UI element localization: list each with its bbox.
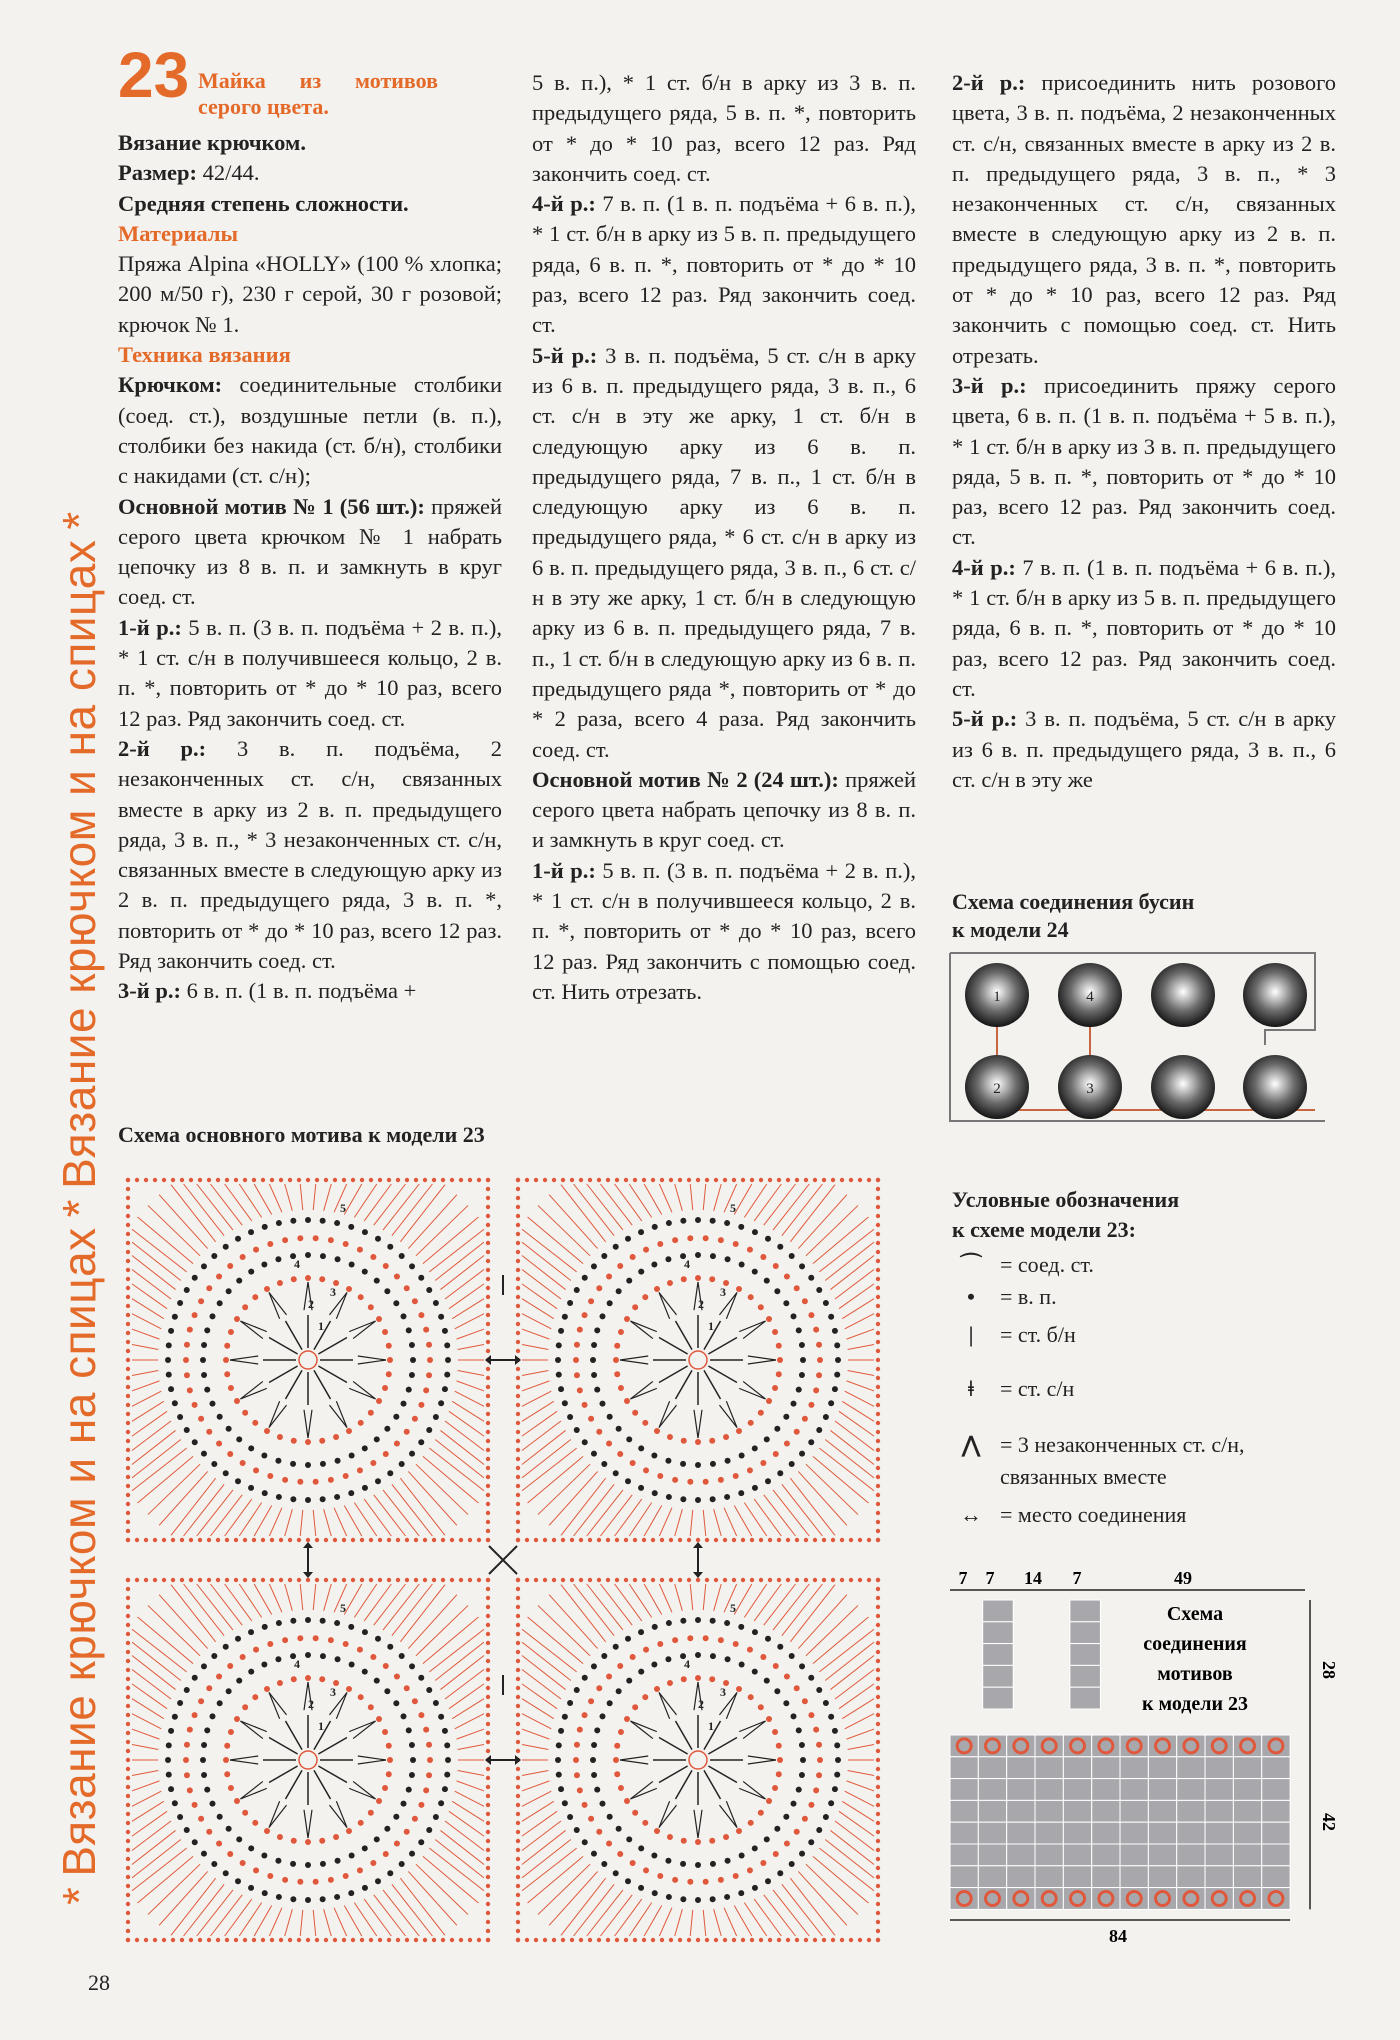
motif-cell	[978, 1866, 1006, 1888]
row-label: 5-й р.:	[952, 706, 1018, 732]
motif-cell	[1233, 1822, 1261, 1844]
bead-label: 4	[1086, 989, 1094, 1005]
motif-cell	[978, 1844, 1006, 1866]
column-2	[532, 68, 916, 1007]
single-crochet-icon: |	[968, 1322, 974, 1347]
motif-cell	[1205, 1844, 1233, 1866]
row-label: 1-й р.:	[118, 614, 182, 640]
row-label: 3-й р.:	[118, 978, 181, 1004]
motif-cell	[1007, 1866, 1035, 1888]
row-number-label: 5	[340, 1201, 346, 1215]
star-icon: *	[53, 511, 105, 530]
bead-8	[1243, 1055, 1307, 1119]
dim-label: 14	[1024, 1568, 1042, 1588]
motif-cell	[1120, 1866, 1148, 1888]
model-number: 23	[118, 39, 190, 111]
motif-cell	[978, 1779, 1006, 1801]
beads-diagram	[945, 945, 1330, 1140]
motif-cell	[1120, 1757, 1148, 1779]
motif-cell	[1092, 1844, 1120, 1866]
strap-cell	[1070, 1687, 1101, 1709]
motif-cell	[950, 1844, 978, 1866]
size-value: 42/44.	[202, 160, 260, 186]
materials-heading: Материалы	[118, 220, 239, 246]
motif-cell	[1148, 1822, 1176, 1844]
row-number-label: 3	[720, 1285, 726, 1299]
motif	[516, 1578, 880, 1942]
join-arrow-icon	[485, 1755, 521, 1765]
row-number-label: 5	[340, 1601, 346, 1615]
join-arrow-icon	[485, 1355, 521, 1365]
motif-cell	[1177, 1822, 1205, 1844]
row-number-label: 2	[308, 1697, 314, 1711]
dim-label: 49	[1174, 1568, 1192, 1588]
row-number-label: 1	[708, 1719, 714, 1733]
strap-cell	[1070, 1665, 1101, 1687]
hook-label: Крючком:	[118, 372, 223, 398]
motif-cell	[1092, 1822, 1120, 1844]
motif-cell	[1120, 1844, 1148, 1866]
motif-cell	[1177, 1779, 1205, 1801]
strap-cell	[983, 1622, 1014, 1644]
motif-cell	[1148, 1800, 1176, 1822]
motif-cell	[950, 1779, 978, 1801]
motif-cell	[1262, 1757, 1290, 1779]
row-text: 7 в. п. (1 в. п. подъёма + 6 в. п.), * 1 ст. б/н в арку из 5 в. п. предыдущего ряда, 6 в. п. *, повторить от * до * 10 раз, всего 12 раз. Ряд закончить соед. ст.	[952, 554, 1337, 701]
motif-cell	[950, 1757, 978, 1779]
dim-label: 7	[985, 1568, 995, 1588]
motif-cell	[1035, 1866, 1063, 1888]
motif-cell	[1233, 1844, 1261, 1866]
motif-cell	[1205, 1779, 1233, 1801]
row-text: присоединить нить розового цвета, 3 в. п. подъёма, 2 незаконченных ст. с/н, связанных вместе в арку из 2 в. п. предыдущего ряда, 3 в. п., * 3 незаконченных ст. с/н, связанных вместе в следующую арку из 2 в. п. предыдущего ряда, 3 в. п. *, повторить от * до * 10 раз, всего 12 раз. Ряд закончить с помощью соед. ст. Нить отрезать.	[952, 70, 1336, 368]
motif-cell	[1007, 1844, 1035, 1866]
row-number-label: 4	[294, 1657, 300, 1671]
legend-item	[952, 1249, 1332, 1281]
motif1-label: Основной мотив № 1 (56 шт.):	[118, 493, 425, 519]
legend-text: = 3 незаконченных ст. с/н, связанных вместе	[1000, 1432, 1245, 1489]
motif2-text: пряжей серого цвета набрать цепочку из 8 в. п. и замкнуть в круг соед. ст.	[532, 766, 916, 853]
motif	[126, 1578, 490, 1942]
motif-cell	[1063, 1822, 1091, 1844]
row-number-label: 1	[318, 1719, 324, 1733]
legend-title: Условные обозначения	[952, 1187, 1180, 1212]
motif-cell	[1148, 1844, 1176, 1866]
motif-cell	[1177, 1757, 1205, 1779]
motif-cell	[1177, 1800, 1205, 1822]
strap-cell	[983, 1687, 1014, 1709]
motif-cell	[1120, 1800, 1148, 1822]
motif-cell	[1035, 1800, 1063, 1822]
strap-cell	[983, 1644, 1014, 1666]
motif-cell	[950, 1822, 978, 1844]
row-number-label: 4	[294, 1257, 300, 1271]
page-number: 28	[88, 1970, 110, 1995]
strap-cell	[983, 1665, 1014, 1687]
row-number-label: 1	[708, 1319, 714, 1333]
assembly-diagram	[945, 1560, 1339, 1950]
bead-5	[1151, 963, 1215, 1027]
legend-item	[952, 1319, 1332, 1351]
motif-cell	[1205, 1757, 1233, 1779]
row-label: 5-й р.:	[532, 342, 598, 368]
legend-text: = ст. б/н	[1000, 1322, 1076, 1347]
row-text: 6 в. п. (1 в. п. подъёма +	[186, 978, 417, 1004]
beads-title	[952, 888, 1194, 944]
motif-cell	[1205, 1822, 1233, 1844]
motif-cell	[1233, 1779, 1261, 1801]
join-cross-icon	[489, 1546, 517, 1574]
dim-label: 7	[1072, 1568, 1082, 1588]
legend-item	[952, 1499, 1332, 1531]
dim-label: 42	[1319, 1813, 1339, 1831]
motif	[126, 1178, 490, 1542]
star-icon: *	[53, 1198, 105, 1218]
materials-text: Пряжа Alpina «HOLLY» (100 % хлопка; 200 м/50 г), 230 г серой, 30 г розовой; крючок № 1.	[118, 251, 502, 337]
join-arrow-icon	[693, 1542, 703, 1578]
row-number-label: 2	[698, 1297, 704, 1311]
motif-cell	[1007, 1822, 1035, 1844]
row-label: 1-й р.:	[532, 857, 596, 883]
assembly-title-line: Схема	[1166, 1603, 1224, 1625]
motif2-label: Основной мотив № 2 (24 шт.):	[532, 766, 839, 792]
column-3	[952, 68, 1336, 795]
motif-cell	[1177, 1866, 1205, 1888]
model-header	[118, 39, 502, 128]
legend-title: к схеме модели 23:	[952, 1217, 1136, 1242]
technique-heading: Техника вязания	[118, 342, 291, 368]
motif-cell	[1120, 1779, 1148, 1801]
motif-cell	[978, 1822, 1006, 1844]
motif-scheme-title: Схема основного мотива к модели 23	[118, 1122, 485, 1147]
motif-cell	[1148, 1866, 1176, 1888]
row-text: 3 в. п. подъёма, 5 ст. с/н в арку из 6 в. п. предыдущего ряда, 3 в. п., 6 ст. с/н в эту же	[952, 706, 1337, 792]
motif-cell	[1205, 1866, 1233, 1888]
motif-cell	[1262, 1866, 1290, 1888]
row-number-label: 2	[308, 1297, 314, 1311]
dim-label: 28	[1319, 1661, 1339, 1679]
motif-cell	[1035, 1757, 1063, 1779]
beads-title-line: Схема соединения бусин	[952, 889, 1195, 914]
beads-title-line: к модели 24	[952, 917, 1069, 942]
motif1-text: пряжей серого цвета крючком № 1 набрать цепочку из 8 в. п. и замкнуть в круг соед. ст.	[118, 493, 502, 610]
motif-cell	[1148, 1757, 1176, 1779]
assembly-title	[1142, 1603, 1248, 1715]
row-number-label: 5	[730, 1201, 736, 1215]
slip-stitch-icon: ⌒	[959, 1252, 982, 1277]
bead-6	[1243, 963, 1307, 1027]
cluster-icon: ⋀	[961, 1432, 981, 1457]
motif-cell	[1007, 1757, 1035, 1779]
motif-cell	[950, 1866, 978, 1888]
motif-cell	[1177, 1844, 1205, 1866]
motif	[516, 1178, 880, 1542]
motif-cell	[1092, 1757, 1120, 1779]
row-text: присоединить пряжу серого цвета, 6 в. п. (1 в. п. подъёма + 5 в. п.), * 1 ст. б/н в арку из 3 в. п. предыдущего ряда, 5 в. п. *, повторить от * до * 10 раз, всего 12 раз. Ряд закончить соед. ст.	[952, 372, 1337, 550]
double-crochet-icon: ǂ	[967, 1376, 975, 1401]
bead-label: 3	[1086, 1081, 1094, 1097]
strap-cell	[1070, 1622, 1101, 1644]
motif-cell	[1092, 1779, 1120, 1801]
assembly-title-line: к модели 23	[1141, 1693, 1249, 1715]
row-text: 3 в. п. подъёма, 5 ст. с/н в арку из 6 в. п. предыдущего ряда, 3 в. п., 6 ст. с/н в эту же арку, 1 ст. б/н в следующую арку из 6 в. п. предыдущего ряда, 7 в. п., 1 ст. б/н в следующую арку из 6 в. п. предыдущего ряда, * 6 ст. с/н в арку из 6 в. п. предыдущего ряда, 3 в. п., 6 ст. с/н в эту же арку, 1 ст. б/н в следующую арку из 6 в. п. предыдущего ряда, 7 в. п., 1 ст. б/н в следующую арку из 6 в. п. предыдущего ряда *, повторить от * до * 2 раза, всего 4 раза. Ряд закончить соед. ст.	[532, 342, 917, 762]
assembly-title-line: мотивов	[1157, 1663, 1233, 1685]
motif-cell	[1262, 1822, 1290, 1844]
size-label: Размер:	[118, 160, 198, 186]
motif-cell	[978, 1757, 1006, 1779]
motif-cell	[1035, 1844, 1063, 1866]
motif-cell	[1035, 1822, 1063, 1844]
row-number-label: 4	[684, 1257, 690, 1271]
motif-scheme-diagram	[118, 1155, 898, 1965]
side-banner-text: Вязание крючком и на спицах	[53, 1227, 105, 1877]
row-text: 5 в. п. (3 в. п. подъёма + 2 в. п.), * 1 ст. с/н в получившееся кольцо, 2 в. п. *, повторить от * до * 10 раз, всего 12 раз. Ряд закончить соед. ст.	[118, 614, 503, 731]
row-text: 5 в. п. (3 в. п. подъёма + 2 в. п.), * 1 ст. с/н в получившееся кольцо, 2 в. п. *, повторить от * до * 10 раз, всего 12 раз. Ряд закончить с помощью соед. ст. Нить отрезать.	[532, 857, 917, 1004]
row-number-label: 2	[698, 1697, 704, 1711]
assembly-title-line: соединения	[1143, 1633, 1247, 1655]
motif-cell	[1092, 1866, 1120, 1888]
row-number-label: 5	[730, 1601, 736, 1615]
legend-text: = ст. с/н	[1000, 1376, 1075, 1401]
technique: Вязание крючком.	[118, 130, 306, 155]
motif-cell	[1063, 1866, 1091, 1888]
motif-cell	[1092, 1800, 1120, 1822]
legend	[952, 1185, 1332, 1531]
motif-cell	[950, 1800, 978, 1822]
motif-cell	[1148, 1779, 1176, 1801]
side-banner	[52, 65, 106, 1915]
strap-cell	[983, 1600, 1014, 1622]
motif-cell	[1262, 1844, 1290, 1866]
row-label: 2-й р.:	[952, 70, 1026, 95]
motif-cell	[1233, 1800, 1261, 1822]
motif-cell	[1120, 1822, 1148, 1844]
motif-cell	[1007, 1779, 1035, 1801]
row-label: 2-й р.:	[118, 735, 207, 761]
legend-text: = в. п.	[1000, 1284, 1057, 1309]
row-number-label: 4	[684, 1657, 690, 1671]
side-banner-text: Вязание крючком и на спицах	[53, 539, 105, 1189]
legend-text: = соед. ст.	[1000, 1252, 1094, 1277]
row-text: 3 в. п. подъёма, 2 незаконченных ст. с/н, связанных вместе в арку из 2 в. п. предыдущего ряда, 3 в. п., * 3 незаконченных ст. с/н, связанных вместе в следующую арку из 2 в. п. предыдущего ряда, 3 в. п. *, повторить от * до * 10 раз, всего 12 раз. Ряд закончить соед. ст.	[118, 735, 503, 974]
hook-text: соединительные столбики (соед. ст.), воздушные петли (в. п.), столбики без накида (ст. б/н), столбики с накидами (ст. с/н);	[118, 372, 502, 489]
row-label: 4-й р.:	[532, 191, 596, 217]
bead-label: 1	[993, 989, 1001, 1005]
motif-cell	[1262, 1779, 1290, 1801]
row-number-label: 3	[330, 1685, 336, 1699]
legend-item	[952, 1373, 1332, 1405]
dim-label: 7	[958, 1568, 968, 1588]
difficulty: Средняя степень сложности.	[118, 190, 409, 216]
bead-label: 2	[993, 1081, 1001, 1097]
legend-item	[952, 1281, 1332, 1313]
strap-cell	[1070, 1600, 1101, 1622]
chain-icon: •	[967, 1284, 975, 1309]
row-number-label: 3	[330, 1285, 336, 1299]
motif-cell	[1233, 1866, 1261, 1888]
star-icon: *	[53, 1886, 105, 1905]
column-1	[118, 39, 503, 1007]
join-arrow-icon	[303, 1542, 313, 1578]
motif-cell	[1262, 1800, 1290, 1822]
motif-cell	[1035, 1779, 1063, 1801]
motif-cell	[1063, 1757, 1091, 1779]
row-text: 7 в. п. (1 в. п. подъёма + 6 в. п.), * 1 ст. б/н в арку из 5 в. п. предыдущего ряда, 6 в. п. *, повторить от * до * 10 раз, всего 12 раз. Ряд закончить соед. ст.	[532, 191, 917, 338]
motif-cell	[1063, 1800, 1091, 1822]
strap-cell	[1070, 1644, 1101, 1666]
motif-cell	[1205, 1800, 1233, 1822]
dim-label: 84	[1109, 1926, 1127, 1946]
motif-cell	[1063, 1844, 1091, 1866]
bead-7	[1151, 1055, 1215, 1119]
legend-item	[952, 1429, 1332, 1493]
join-arrow-icon: ↔	[960, 1502, 982, 1527]
row-label: 4-й р.:	[952, 554, 1016, 580]
motif-cell	[978, 1800, 1006, 1822]
model-title: Майка из мотивов серого цвета.	[198, 68, 438, 119]
motif-cell	[1007, 1800, 1035, 1822]
row-text: 5 в. п.), * 1 ст. б/н в арку из 3 в. п. предыдущего ряда, 5 в. п. *, повторить от * до * 10 раз, всего 12 раз. Ряд закончить соед. ст.	[532, 70, 916, 186]
motif-cell	[1063, 1779, 1091, 1801]
motif-cell	[1233, 1757, 1261, 1779]
row-number-label: 1	[318, 1319, 324, 1333]
row-number-label: 3	[720, 1685, 726, 1699]
legend-text: = место соединения	[1000, 1502, 1187, 1527]
row-label: 3-й р.:	[952, 372, 1027, 398]
